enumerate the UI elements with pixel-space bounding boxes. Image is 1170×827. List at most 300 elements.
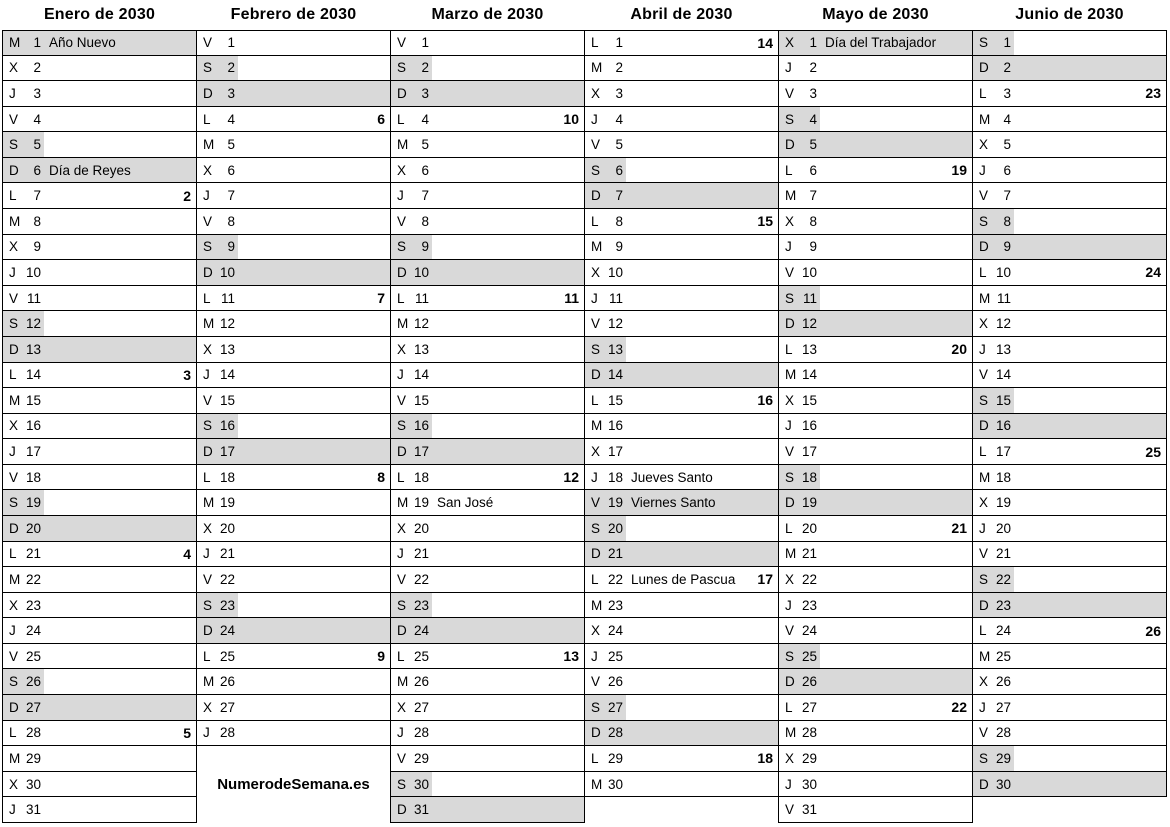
month-column	[972, 30, 1167, 797]
day-letter: J	[397, 188, 404, 204]
day-number: 28	[219, 725, 235, 741]
day-letter: L	[591, 213, 599, 229]
day-cell	[196, 490, 391, 516]
day-cell	[584, 593, 779, 619]
day-cell	[584, 490, 779, 516]
day-cell	[584, 132, 779, 158]
day-letter: M	[9, 35, 21, 51]
day-letter: M	[397, 495, 409, 511]
day-cell	[390, 260, 585, 286]
day-number: 31	[25, 802, 41, 818]
day-letter: J	[591, 469, 598, 485]
day-letter: J	[979, 162, 986, 178]
day-number: 24	[607, 623, 623, 639]
day-number: 26	[219, 674, 235, 690]
day-number: 9	[1003, 239, 1011, 255]
day-number: 21	[801, 546, 817, 562]
day-number: 10	[607, 264, 623, 280]
day-number: 15	[219, 392, 235, 408]
day-cell	[390, 542, 585, 568]
day-letter: D	[203, 623, 213, 639]
day-number: 14	[219, 367, 235, 383]
day-cell	[778, 414, 973, 440]
day-letter: D	[591, 367, 601, 383]
day-letter: J	[203, 546, 210, 562]
day-number: 12	[995, 316, 1011, 332]
day-number: 20	[607, 520, 623, 536]
day-number: 30	[25, 776, 41, 792]
day-cell	[778, 56, 973, 82]
day-number: 27	[607, 699, 623, 715]
day-letter: D	[591, 546, 601, 562]
day-cell	[390, 669, 585, 695]
day-letter: D	[397, 264, 407, 280]
day-letter: D	[979, 776, 989, 792]
day-cell	[2, 490, 197, 516]
day-number: 5	[227, 137, 235, 153]
day-letter: L	[591, 35, 599, 51]
day-number: 18	[219, 469, 235, 485]
day-letter: V	[591, 137, 601, 153]
day-letter: M	[203, 674, 215, 690]
day-letter: S	[397, 60, 407, 76]
day-number: 15	[413, 392, 429, 408]
day-letter: S	[591, 341, 601, 357]
day-cell	[972, 746, 1167, 772]
day-number: 2	[1003, 60, 1011, 76]
day-cell	[2, 311, 197, 337]
day-cell	[196, 286, 391, 312]
day-cell	[2, 388, 197, 414]
month-column	[2, 30, 197, 823]
day-letter: D	[397, 85, 407, 101]
day-number: 2	[615, 60, 623, 76]
day-number: 10	[413, 264, 429, 280]
day-cell	[778, 797, 973, 823]
day-number: 14	[413, 367, 429, 383]
day-letter: V	[203, 571, 213, 587]
day-number: 11	[608, 290, 623, 306]
day-number: 20	[995, 520, 1011, 536]
day-number: 7	[615, 188, 623, 204]
day-cell	[778, 644, 973, 670]
day-number: 25	[413, 648, 429, 664]
day-letter: S	[785, 469, 795, 485]
day-number: 29	[995, 750, 1011, 766]
day-cell	[390, 772, 585, 798]
day-number: 11	[414, 290, 429, 306]
day-number: 6	[809, 162, 817, 178]
day-number: 25	[995, 648, 1011, 664]
day-number: 11	[26, 290, 41, 306]
day-letter: L	[591, 750, 599, 766]
day-letter: J	[979, 520, 986, 536]
day-letter: V	[785, 264, 795, 280]
day-cell	[778, 567, 973, 593]
day-letter: J	[397, 546, 404, 562]
day-letter: M	[591, 239, 603, 255]
day-cell	[584, 618, 779, 644]
day-number: 22	[219, 571, 235, 587]
day-number: 5	[615, 137, 623, 153]
day-number: 29	[25, 750, 41, 766]
day-number: 8	[1003, 213, 1011, 229]
day-cell	[2, 183, 197, 209]
day-cell	[584, 260, 779, 286]
day-letter: V	[203, 213, 213, 229]
day-number: 15	[801, 392, 817, 408]
day-cell	[196, 388, 391, 414]
day-number: 12	[25, 316, 41, 332]
day-letter: X	[785, 35, 795, 51]
holiday-label: Viernes Santo	[631, 495, 716, 511]
day-number: 9	[615, 239, 623, 255]
day-cell	[972, 132, 1167, 158]
month-column	[584, 30, 779, 797]
day-number: 3	[33, 85, 41, 101]
day-number: 13	[801, 341, 817, 357]
day-letter: M	[9, 213, 21, 229]
day-number: 3	[421, 85, 429, 101]
day-cell	[2, 516, 197, 542]
day-cell	[584, 695, 779, 721]
day-letter: D	[9, 162, 19, 178]
week-number: 8	[377, 469, 385, 486]
week-number: 21	[951, 520, 967, 537]
day-cell	[390, 30, 585, 56]
day-number: 11	[220, 290, 235, 306]
day-number: 9	[809, 239, 817, 255]
day-cell	[584, 439, 779, 465]
day-cell	[972, 465, 1167, 491]
day-number: 30	[995, 776, 1011, 792]
day-number: 26	[413, 674, 429, 690]
day-letter: D	[591, 725, 601, 741]
day-number: 21	[413, 546, 429, 562]
day-number: 24	[413, 623, 429, 639]
day-cell	[390, 490, 585, 516]
day-letter: M	[979, 290, 991, 306]
day-number: 9	[33, 239, 41, 255]
day-number: 6	[1003, 162, 1011, 178]
holiday-label: Día del Trabajador	[825, 35, 937, 51]
day-cell	[778, 337, 973, 363]
day-number: 12	[219, 316, 235, 332]
day-number: 14	[801, 367, 817, 383]
day-number: 11	[802, 290, 817, 306]
day-letter: S	[591, 699, 601, 715]
day-number: 13	[607, 341, 623, 357]
day-number: 2	[809, 60, 817, 76]
week-number: 10	[563, 111, 579, 128]
day-letter: D	[979, 418, 989, 434]
day-cell	[584, 30, 779, 56]
day-cell	[196, 337, 391, 363]
day-letter: J	[979, 699, 986, 715]
day-cell	[972, 669, 1167, 695]
day-letter: S	[979, 571, 989, 587]
day-cell	[584, 337, 779, 363]
day-number: 18	[995, 469, 1011, 485]
day-cell	[2, 56, 197, 82]
day-cell	[390, 567, 585, 593]
day-cell	[972, 209, 1167, 235]
day-number: 6	[421, 162, 429, 178]
day-letter: X	[9, 239, 19, 255]
day-number: 5	[33, 137, 41, 153]
day-cell	[584, 107, 779, 133]
day-cell	[196, 439, 391, 465]
day-letter: J	[203, 188, 210, 204]
day-letter: X	[979, 316, 989, 332]
day-letter: V	[979, 546, 989, 562]
day-letter: D	[785, 495, 795, 511]
day-letter: D	[397, 802, 407, 818]
day-number: 14	[25, 367, 41, 383]
week-number: 19	[951, 162, 967, 179]
day-cell	[584, 286, 779, 312]
day-cell	[972, 644, 1167, 670]
day-cell	[196, 465, 391, 491]
day-cell	[196, 516, 391, 542]
day-letter: V	[591, 316, 601, 332]
day-cell	[390, 311, 585, 337]
holiday-label: Jueves Santo	[631, 469, 713, 485]
day-letter: X	[397, 341, 407, 357]
day-letter: V	[397, 750, 407, 766]
day-number: 8	[421, 213, 429, 229]
day-number: 20	[25, 520, 41, 536]
day-cell	[972, 772, 1167, 798]
day-letter: D	[785, 674, 795, 690]
day-cell	[584, 772, 779, 798]
day-letter: D	[203, 444, 213, 460]
day-letter: D	[397, 444, 407, 460]
day-number: 30	[607, 776, 623, 792]
day-number: 3	[615, 85, 623, 101]
day-number: 26	[801, 674, 817, 690]
week-number: 18	[757, 750, 773, 767]
day-number: 24	[219, 623, 235, 639]
day-number: 16	[801, 418, 817, 434]
day-cell	[778, 183, 973, 209]
day-letter: V	[979, 188, 989, 204]
holiday-label: San José	[437, 495, 494, 511]
day-cell	[390, 721, 585, 747]
day-number: 5	[809, 137, 817, 153]
day-number: 12	[413, 316, 429, 332]
day-letter: S	[979, 35, 989, 51]
day-letter: L	[9, 725, 17, 741]
holiday-label: Año Nuevo	[49, 35, 116, 51]
day-number: 16	[995, 418, 1011, 434]
day-letter: J	[9, 444, 16, 460]
day-cell	[196, 260, 391, 286]
day-cell	[390, 56, 585, 82]
week-number: 7	[377, 290, 385, 307]
day-cell	[2, 695, 197, 721]
day-letter: M	[397, 674, 409, 690]
day-cell	[390, 286, 585, 312]
day-letter: S	[397, 776, 407, 792]
day-letter: M	[591, 597, 603, 613]
day-cell	[584, 414, 779, 440]
day-letter: J	[591, 111, 598, 127]
day-number: 6	[615, 162, 623, 178]
day-cell	[2, 797, 197, 823]
day-cell	[972, 235, 1167, 261]
week-number: 20	[951, 341, 967, 358]
day-cell	[584, 516, 779, 542]
day-number: 1	[421, 35, 429, 51]
day-cell	[2, 542, 197, 568]
day-number: 10	[219, 264, 235, 280]
day-number: 4	[33, 111, 41, 127]
day-cell	[778, 286, 973, 312]
day-letter: V	[591, 674, 601, 690]
day-cell	[584, 669, 779, 695]
day-letter: X	[591, 85, 601, 101]
day-number: 30	[801, 776, 817, 792]
day-letter: X	[785, 213, 795, 229]
day-number: 10	[995, 264, 1011, 280]
day-number: 4	[1003, 111, 1011, 127]
day-letter: S	[979, 213, 989, 229]
day-cell	[972, 158, 1167, 184]
day-letter: J	[9, 623, 16, 639]
day-cell	[196, 56, 391, 82]
day-number: 25	[219, 648, 235, 664]
week-number: 16	[757, 392, 773, 409]
day-cell	[584, 465, 779, 491]
day-letter: S	[9, 137, 19, 153]
day-number: 28	[413, 725, 429, 741]
week-number: 15	[757, 213, 773, 230]
day-number: 8	[227, 213, 235, 229]
day-letter: J	[203, 367, 210, 383]
day-number: 21	[995, 546, 1011, 562]
day-letter: L	[979, 623, 987, 639]
day-letter: X	[397, 162, 407, 178]
day-number: 16	[607, 418, 623, 434]
day-number: 16	[219, 418, 235, 434]
day-number: 8	[33, 213, 41, 229]
day-number: 9	[421, 239, 429, 255]
day-letter: M	[203, 137, 215, 153]
day-number: 20	[413, 520, 429, 536]
day-number: 19	[219, 495, 235, 511]
month-title: Junio de 2030	[1015, 6, 1124, 23]
day-number: 23	[995, 597, 1011, 613]
day-cell	[196, 669, 391, 695]
day-number: 12	[801, 316, 817, 332]
day-number: 1	[1003, 35, 1011, 51]
day-letter: M	[591, 776, 603, 792]
day-number: 21	[607, 546, 623, 562]
day-cell	[390, 593, 585, 619]
day-cell	[196, 567, 391, 593]
day-number: 30	[413, 776, 429, 792]
day-cell	[584, 81, 779, 107]
day-cell	[778, 439, 973, 465]
day-letter: X	[203, 699, 213, 715]
month-column	[390, 30, 585, 823]
day-number: 7	[421, 188, 429, 204]
day-cell	[196, 81, 391, 107]
day-number: 1	[615, 35, 623, 51]
day-letter: M	[785, 546, 797, 562]
day-cell	[584, 567, 779, 593]
day-number: 19	[413, 495, 429, 511]
week-number: 11	[564, 290, 579, 307]
day-cell	[778, 490, 973, 516]
day-cell	[2, 669, 197, 695]
day-cell	[2, 107, 197, 133]
day-letter: L	[979, 85, 987, 101]
day-letter: X	[785, 571, 795, 587]
day-cell	[390, 363, 585, 389]
day-number: 16	[413, 418, 429, 434]
day-cell	[972, 107, 1167, 133]
day-number: 27	[219, 699, 235, 715]
day-letter: J	[785, 418, 792, 434]
day-cell	[584, 183, 779, 209]
day-cell	[390, 235, 585, 261]
day-number: 28	[995, 725, 1011, 741]
day-cell	[972, 721, 1167, 747]
day-letter: X	[591, 623, 601, 639]
day-cell	[196, 644, 391, 670]
day-letter: M	[397, 316, 409, 332]
day-number: 19	[995, 495, 1011, 511]
day-cell	[390, 746, 585, 772]
day-cell	[196, 30, 391, 56]
day-cell	[778, 465, 973, 491]
day-number: 4	[615, 111, 623, 127]
day-number: 26	[607, 674, 623, 690]
day-cell	[584, 542, 779, 568]
day-letter: D	[591, 188, 601, 204]
day-number: 12	[607, 316, 623, 332]
day-letter: L	[979, 264, 987, 280]
day-cell	[778, 542, 973, 568]
day-number: 4	[421, 111, 429, 127]
day-letter: J	[9, 802, 16, 818]
day-cell	[2, 81, 197, 107]
week-number: 4	[183, 545, 191, 562]
day-letter: V	[9, 290, 19, 306]
day-cell	[390, 107, 585, 133]
day-letter: D	[203, 85, 213, 101]
day-letter: L	[9, 188, 17, 204]
day-letter: S	[397, 418, 407, 434]
day-letter: V	[9, 648, 19, 664]
day-letter: V	[591, 495, 601, 511]
day-letter: V	[203, 392, 213, 408]
day-number: 29	[607, 750, 623, 766]
day-number: 19	[25, 495, 41, 511]
day-cell	[778, 158, 973, 184]
day-number: 27	[413, 699, 429, 715]
day-cell	[390, 183, 585, 209]
day-cell	[2, 363, 197, 389]
day-number: 21	[219, 546, 235, 562]
day-cell	[584, 644, 779, 670]
day-letter: X	[203, 341, 213, 357]
day-cell	[972, 439, 1167, 465]
holiday-label: Lunes de Pascua	[631, 571, 736, 587]
day-letter: S	[203, 239, 213, 255]
